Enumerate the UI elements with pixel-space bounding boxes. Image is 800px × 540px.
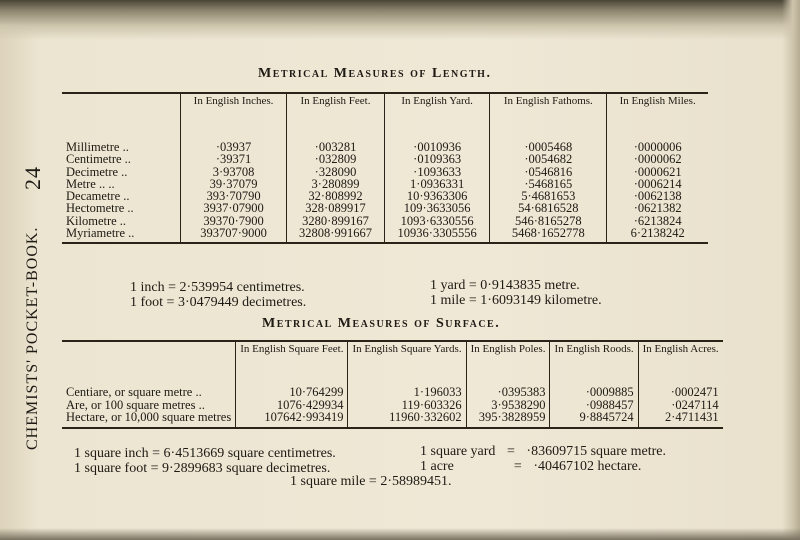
unit-name: Are, or 100 square metres .. [66,397,205,412]
value-cell: 10·764299 [236,382,348,399]
value-cell: 6·2138242 [607,227,708,243]
unit-name: Myriametre .. [66,226,135,241]
value-cell: ·328090 [287,166,385,178]
length-table [62,92,708,244]
value-cell: 5468·1652778 [490,227,607,243]
conversion-line: 1 square foot = 9·2899683 square decimetres. [74,461,331,476]
value-cell: 1·0936331 [384,178,489,190]
value-cell: ·03937 [181,136,287,153]
value-cell: 32·808992 [287,190,385,202]
value-cell: ·0546816 [490,166,607,178]
page-right-edge [782,0,800,540]
unit-name: Decimetre .. [66,164,128,179]
value-cell: ·0621382 [607,202,708,214]
table-row [62,411,723,428]
unit-name: Hectometre .. [66,201,134,216]
unit-column-header [62,341,236,382]
conversion-line [420,444,666,459]
conversion-rhs: ·83609715 square metre. [526,444,666,459]
value-cell: ·0000006 [607,136,708,153]
column-header: In English Square Feet. [236,341,348,382]
value-cell: 1093·6330556 [384,215,489,227]
unit-name: Centimetre .. [66,152,131,167]
value-cell: ·0010936 [384,136,489,153]
table-row [62,153,708,165]
value-cell: 1076·429934 [236,399,348,412]
column-header: In English Feet. [287,93,385,136]
unit-name: Metre .. .. [66,176,115,191]
page-bottom-shadow [0,528,800,540]
square-mile-conversion: 1 square mile = 2·58989451. [290,474,452,489]
surface-conversions-right [420,444,666,474]
table-row [62,382,723,399]
length-section-title: Metrical Measures of Length. [258,66,492,81]
table-row [62,215,708,227]
unit-name: Hectare, or 10,000 square metres [66,410,232,424]
column-header: In English Roods. [550,341,638,382]
value-cell: 1·196033 [348,382,466,399]
value-cell: 2·4711431 [638,411,723,428]
surface-section-title: Metrical Measures of Surface. [262,316,501,331]
table-row [62,202,708,214]
page-number: 24 [20,166,45,190]
unit-name: Millimetre .. [66,140,129,154]
value-cell: ·0395383 [466,382,550,399]
value-cell: ·003281 [287,136,385,153]
value-cell: ·0054682 [490,153,607,165]
value-cell: 3280·899167 [287,215,385,227]
value-cell: ·0062138 [607,190,708,202]
length-conversions-right [430,278,602,308]
conversion-lhs: 1 acre [420,459,454,474]
equals-sign: = [513,459,522,474]
value-cell: ·0009885 [550,382,638,399]
value-cell: 9·8845724 [550,411,638,428]
conversion-line [420,459,666,474]
table-row [62,166,708,178]
column-header: In English Square Yards. [348,341,466,382]
unit-name: Kilometre .. [66,213,127,228]
unit-name: Centiare, or square metre .. [66,385,202,399]
value-cell: ·0109363 [384,153,489,165]
page-top-shadow [0,0,800,40]
book-title: CHEMISTS' POCKET-BOOK. [24,226,41,450]
value-cell: 39370·7900 [181,215,287,227]
value-cell: 395·3828959 [466,411,550,428]
value-cell: 546·8165278 [490,215,607,227]
column-header: In English Inches. [181,93,287,136]
value-cell: 3·280899 [287,178,385,190]
value-cell: 393·70790 [181,190,287,202]
value-cell: ·5468165 [490,178,607,190]
value-cell: ·0005468 [490,136,607,153]
value-cell: 393707·9000 [181,227,287,243]
value-cell: ·1093633 [384,166,489,178]
conversion-line: 1 inch = 2·539954 centimetres. [130,280,305,295]
column-header: In English Poles. [466,341,550,382]
value-cell: 3·93708 [181,166,287,178]
value-cell: ·39371 [181,153,287,165]
value-cell: ·0247114 [638,399,723,412]
value-cell: 5·4681653 [490,190,607,202]
equals-sign: = [506,444,515,459]
value-cell: 3937·07900 [181,202,287,214]
conversion-lhs: 1 square yard [420,444,496,459]
unit-name: Decametre .. [66,189,130,204]
value-cell: ·0002471 [638,382,723,399]
length-conversions-left [130,280,306,310]
value-cell: ·032809 [287,153,385,165]
value-cell: 107642·993419 [236,411,348,428]
value-cell: 109·3633056 [384,202,489,214]
value-cell: 10·9363306 [384,190,489,202]
conversion-line: 1 foot = 3·0479449 decimetres. [130,295,307,310]
unit-column-header [62,93,181,136]
conversion-line: 1 yard = 0·9143835 metre. [430,278,580,293]
value-cell: ·0006214 [607,178,708,190]
value-cell: ·0000621 [607,166,708,178]
conversion-line: 1 mile = 1·6093149 kilometre. [430,293,602,308]
value-cell: 32808·991667 [287,227,385,243]
value-cell: 54·6816528 [490,202,607,214]
column-header: In English Yard. [384,93,489,136]
value-cell: ·0000062 [607,153,708,165]
conversion-rhs: ·40467102 hectare. [533,459,642,474]
column-header: In English Miles. [607,93,708,136]
conversion-line: 1 square inch = 6·4513669 square centimetres. [74,446,336,461]
value-cell: 328·089917 [287,202,385,214]
value-cell: 39·37079 [181,178,287,190]
running-header [8,150,45,450]
table-row [62,190,708,202]
value-cell: 119·603326 [348,399,466,412]
value-cell: 11960·332602 [348,411,466,428]
value-cell: 10936·3305556 [384,227,489,243]
value-cell: ·0988457 [550,399,638,412]
table-row [62,136,708,153]
value-cell: ·6213824 [607,215,708,227]
table-row [62,227,708,243]
column-header: In English Acres. [638,341,723,382]
table-row [62,178,708,190]
value-cell: 3·9538290 [466,399,550,412]
surface-conversions-left [74,446,336,476]
surface-table [62,340,723,429]
column-header: In English Fathoms. [490,93,607,136]
